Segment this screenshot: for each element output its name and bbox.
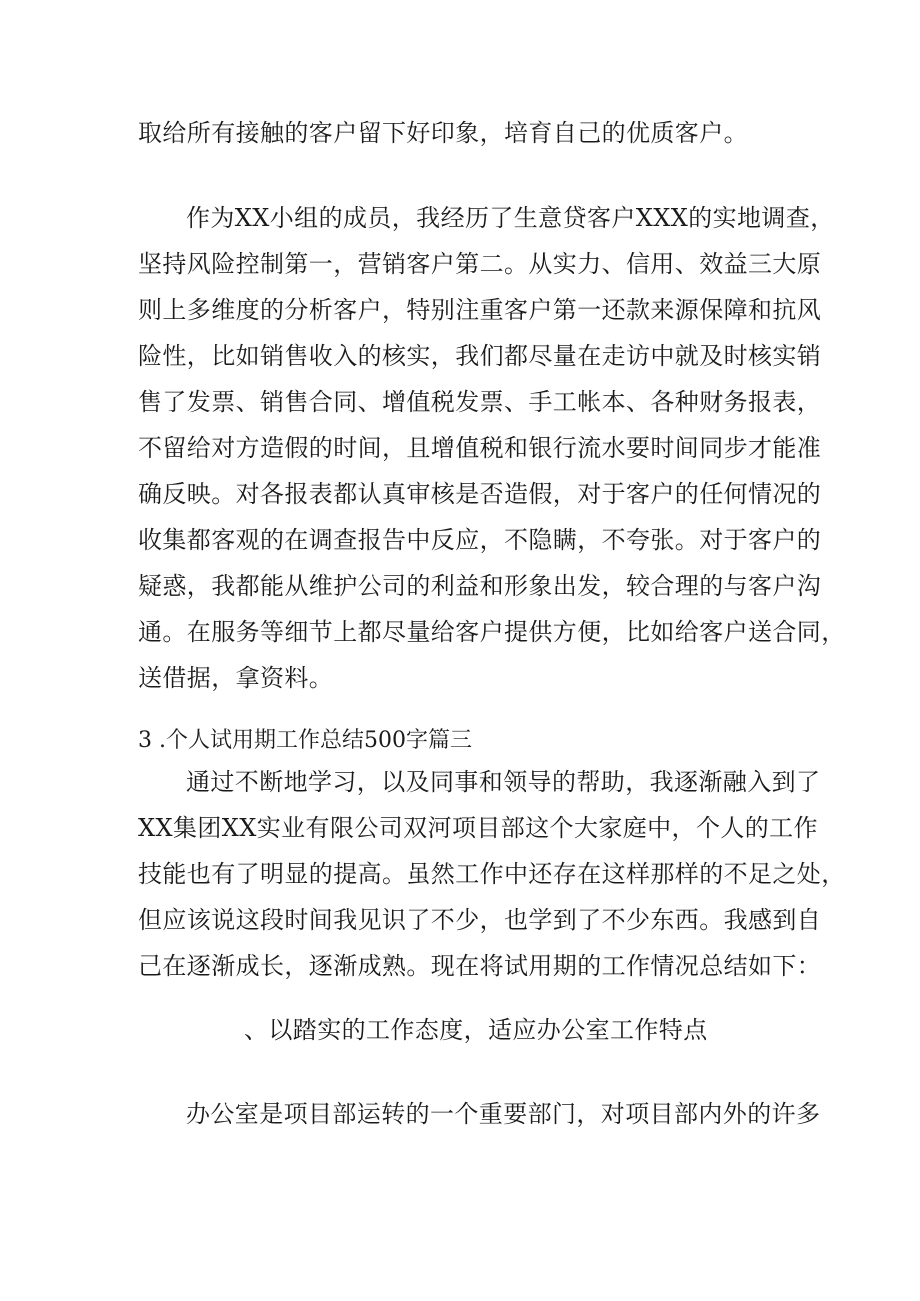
- paragraph-2-line-1: 作为XX小组的成员，我经历了生意贷客户XXX的实地调查，: [186, 204, 835, 232]
- paragraph-3-line-3: 技能也有了明显的提高。虽然工作中还存在这样那样的不足之处，: [138, 860, 846, 888]
- paragraph-2-line-5: 售了发票、销售合同、增值税发票、手工帐本、各种财务报表，: [138, 388, 822, 416]
- paragraph-2-line-3: 则上多维度的分析客户，特别注重客户第一还款来源保障和抗风: [138, 296, 822, 324]
- paragraph-2-line-2: 坚持风险控制第一，营销客户第二。从实力、信用、效益三大原: [138, 250, 822, 278]
- paragraph-1-line-1: 取给所有接触的客户留下好印象，培育自己的优质客户。: [138, 119, 748, 147]
- paragraph-2-line-4: 险性，比如销售收入的核实，我们都尽量在走访中就及时核实销: [138, 342, 822, 370]
- paragraph-2-line-9: 疑惑，我都能从维护公司的利益和形象出发，较合理的与客户沟: [138, 572, 822, 600]
- paragraph-4-line-1: 办公室是项目部运转的一个重要部门，对项目部内外的许多: [186, 1100, 821, 1128]
- paragraph-2-line-10: 通。在服务等细节上都尽量给客户提供方便，比如给客户送合同，: [138, 618, 846, 646]
- paragraph-2-line-7: 确反映。对各报表都认真审核是否造假，对于客户的任何情况的: [138, 480, 822, 508]
- paragraph-3-line-1: 通过不断地学习，以及同事和领导的帮助，我逐渐融入到了: [186, 768, 821, 796]
- paragraph-2-line-8: 收集都客观的在调查报告中反应，不隐瞒，不夸张。对于客户的: [138, 526, 822, 554]
- paragraph-3-line-4: 但应该说这段时间我见识了不少，也学到了不少东西。我感到自: [138, 906, 822, 934]
- paragraph-2-line-6: 不留给对方造假的时间，且增值税和银行流水要时间同步才能准: [138, 434, 822, 462]
- section-heading: 3 .个人试用期工作总结500字篇三: [138, 728, 472, 753]
- paragraph-3-line-5: 己在逐渐成长，逐渐成熟。现在将试用期的工作情况总结如下：: [138, 952, 822, 980]
- paragraph-3-line-2: XX集团XX实业有限公司双河项目部这个大家庭中，个人的工作: [138, 814, 818, 842]
- paragraph-2-line-11: 送借据，拿资料。: [138, 664, 334, 692]
- subheading: 、以踏实的工作态度，适应办公室工作特点: [244, 1016, 708, 1044]
